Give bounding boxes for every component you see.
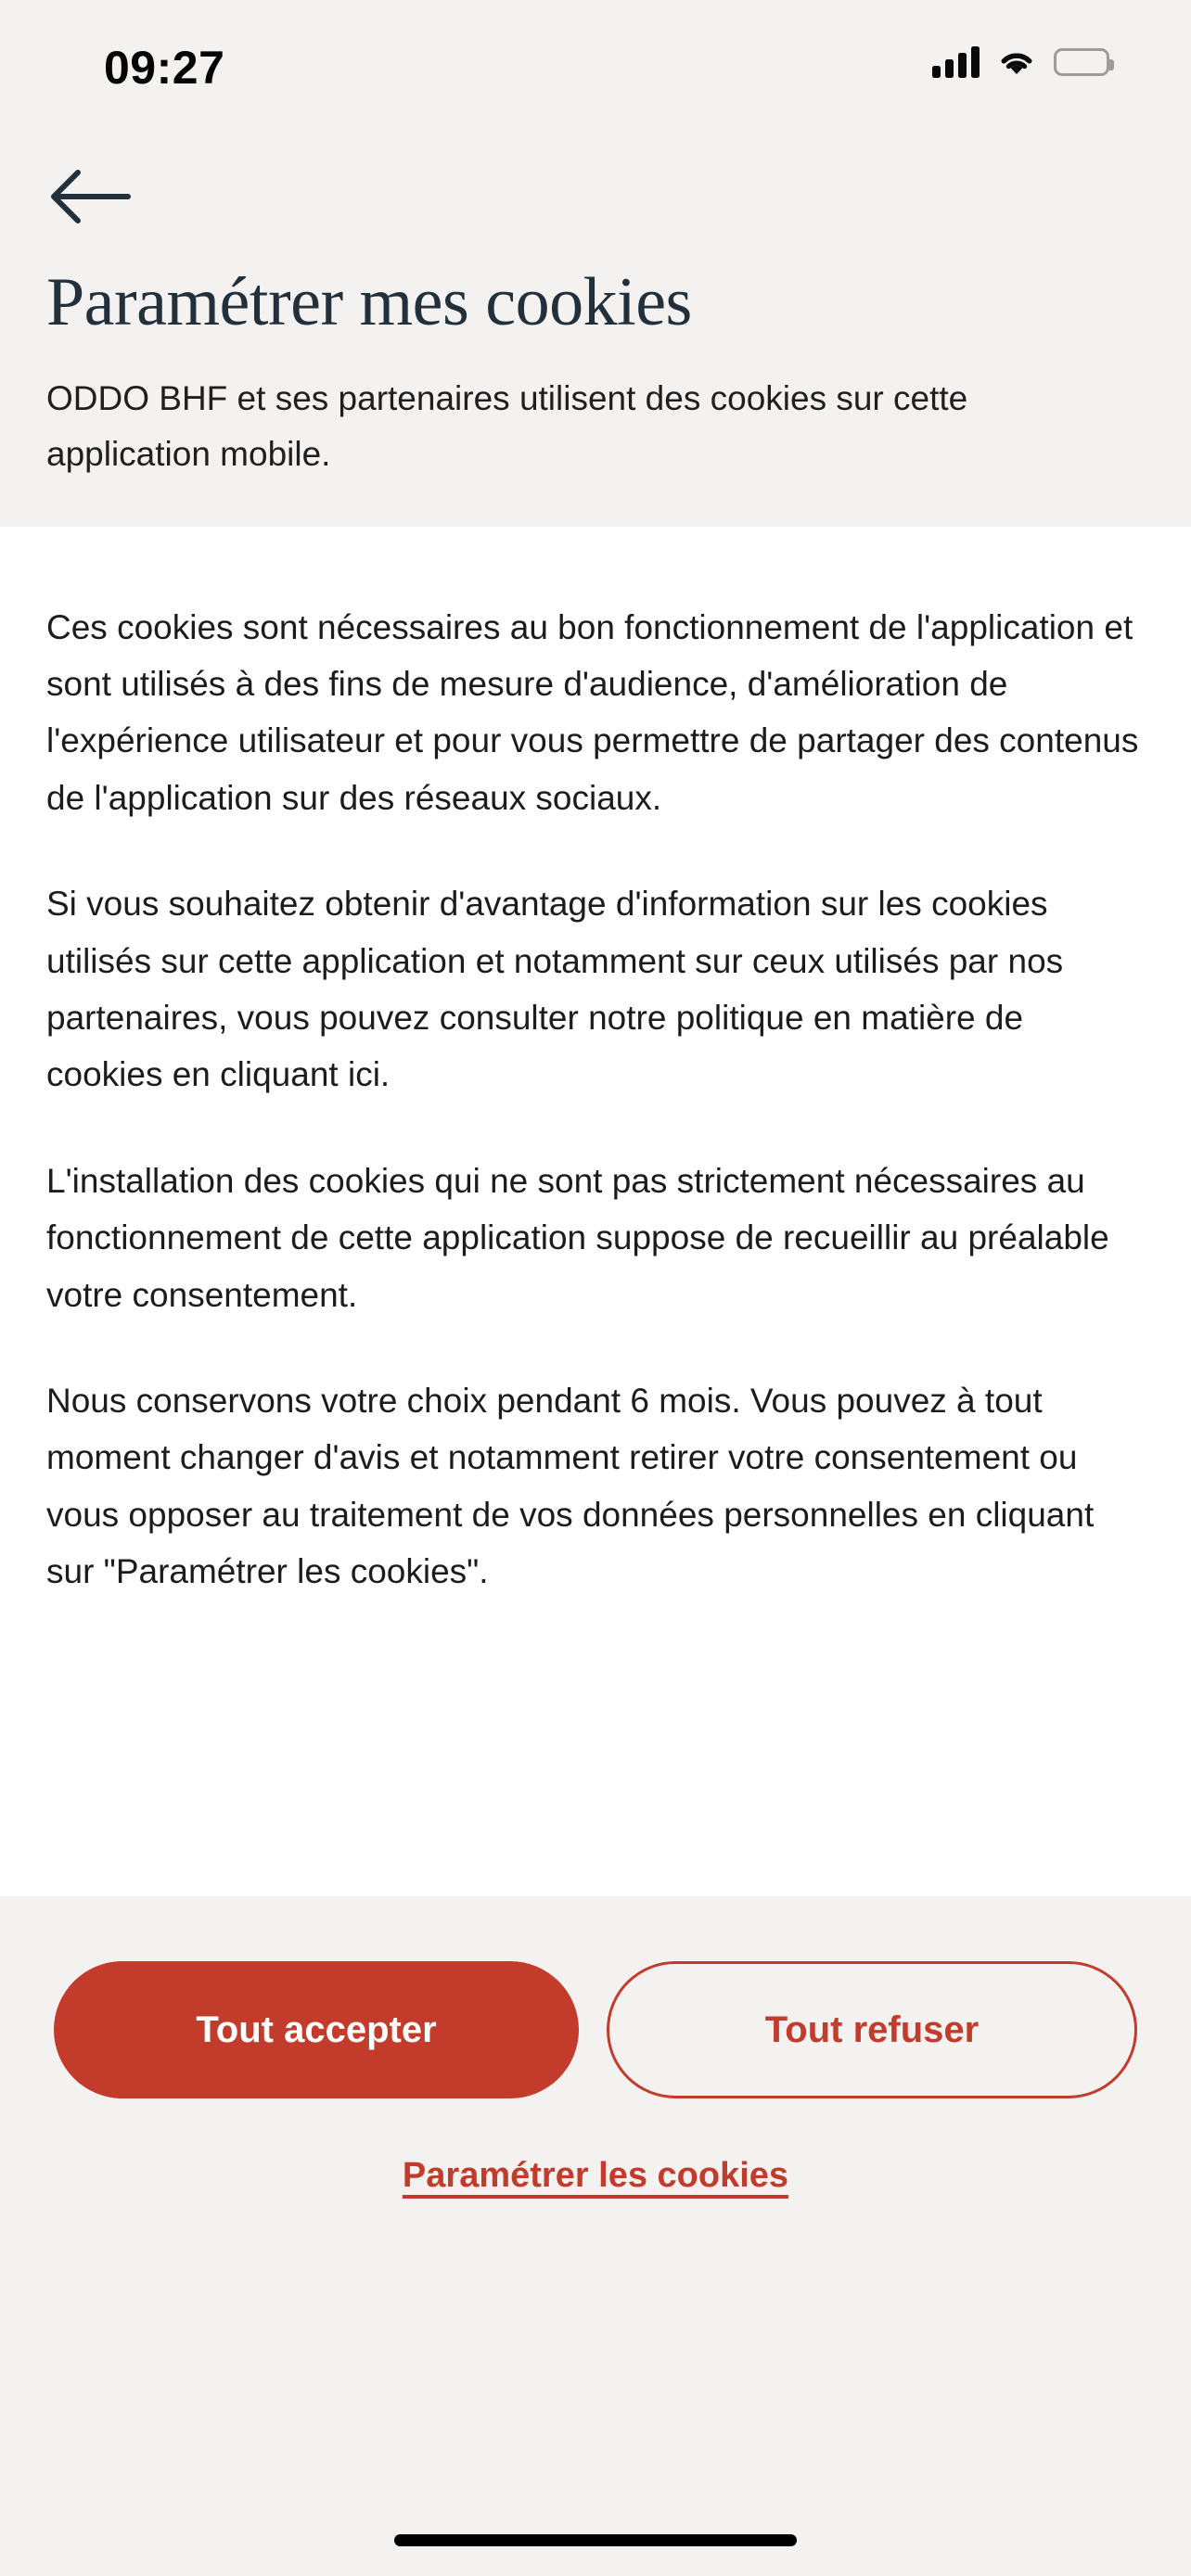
- arrow-left-icon: [46, 164, 132, 229]
- accept-all-button[interactable]: Tout accepter: [54, 1961, 579, 2098]
- cookie-paragraph: Ces cookies sont nécessaires au bon fonctionnement de l'application et sont utilisés à des fins de mesure d'audience, d'amélioration de l'expérience utilisateur et pour vous permettre de partager des contenus de l'application sur des réseaux sociaux.: [46, 607, 1139, 817]
- action-button-row: [54, 1961, 1137, 2098]
- cookie-action-footer: [0, 1896, 1191, 2576]
- status-bar: [0, 0, 1191, 109]
- battery-full-icon: [1054, 48, 1109, 76]
- status-bar-time: 09:27: [104, 42, 225, 94]
- cellular-signal-icon: [932, 46, 980, 78]
- cookie-paragraph: L'installation des cookies qui ne sont pas strictement nécessaires au fonctionnement de cette application suppose de recueillir au préalable votre consentement.: [46, 1161, 1109, 1314]
- back-button[interactable]: [46, 163, 132, 230]
- configure-cookies-link[interactable]: Paramétrer les cookies: [402, 2156, 789, 2195]
- refuse-all-button[interactable]: Tout refuser: [607, 1961, 1137, 2098]
- page-title: Paramétrer mes cookies: [46, 264, 692, 340]
- settings-link-row: [54, 2156, 1137, 2196]
- cookie-paragraph: Nous conservons votre choix pendant 6 mois. Vous pouvez à tout moment changer d'avis et notamment retirer votre consentement ou vous opposer au traitement de vos données personnelles en cliquant sur "Paramétrer les cookies".: [46, 1382, 1095, 1591]
- home-indicator[interactable]: [394, 2534, 797, 2546]
- wifi-icon: [996, 46, 1037, 78]
- cookie-paragraph: Si vous souhaitez obtenir d'avantage d'information sur les cookies utilisés sur cette application et notamment sur ceux utilisés par nos partenaires, vous pouvez consulter notre politique en matière de cookies en cliquant ici.: [46, 885, 1064, 1094]
- page-header: [0, 109, 1191, 527]
- status-bar-icons: [932, 46, 1109, 78]
- page-subtitle: ODDO BHF et ses partenaires utilisent des cookies sur cette application mobile.: [46, 378, 968, 473]
- cookie-description-content: [0, 527, 1191, 1896]
